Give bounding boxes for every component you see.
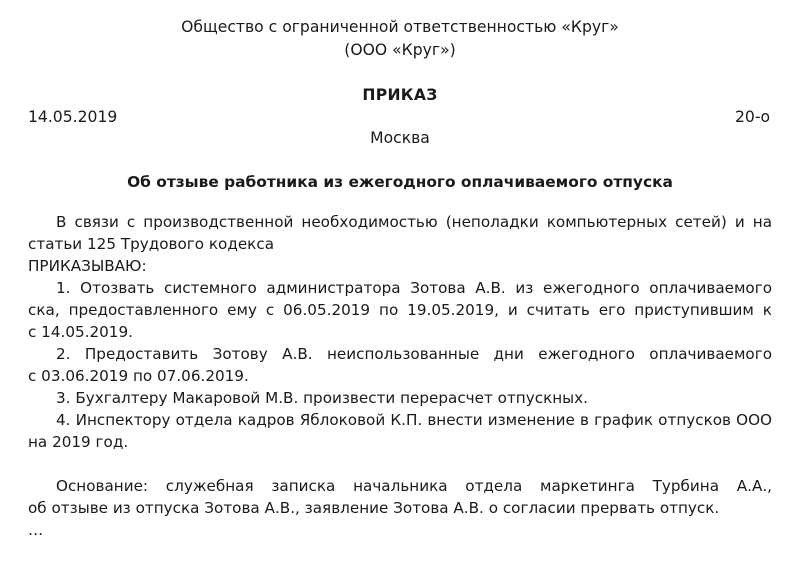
order-item-1 <box>28 277 772 343</box>
order-item-line: 2. Предоставить Зотову А.В. неиспользованные дни ежегодного оплачиваемого <box>56 345 772 363</box>
document-type: ПРИКАЗ <box>362 86 438 104</box>
order-item-line: с 14.05.2019. <box>28 323 133 341</box>
document-date: 14.05.2019 <box>28 108 118 126</box>
organization-short-name: (ООО «Круг») <box>344 41 456 59</box>
preamble <box>28 211 772 277</box>
order-item-line: 3. Бухгалтеру Макаровой М.В. произвести перерасчет отпускных. <box>56 389 588 407</box>
preamble-line: статьи 125 Трудового кодекса <box>28 235 274 253</box>
continuation-ellipsis: … <box>28 521 44 539</box>
document-city: Москва <box>370 129 430 147</box>
order-item-line: 4. Инспектору отдела кадров Яблоковой К.П. внести изменение в график отпусков ООО <box>56 411 772 429</box>
order-item-2 <box>28 343 772 387</box>
order-word: ПРИКАЗЫВАЮ: <box>28 257 147 275</box>
document-title: Об отзыве работника из ежегодного оплачиваемого отпуска <box>127 173 673 191</box>
order-item-line: ска, предоставленного ему с 06.05.2019 по 19.05.2019, и считать его приступившим к <box>28 301 772 319</box>
document-number: 20-о <box>734 108 770 126</box>
order-item-line: 1. Отозвать системного администратора Зотова А.В. из ежегодного оплачиваемого <box>56 279 772 297</box>
order-item-line: с 03.06.2019 по 07.06.2019. <box>28 367 249 385</box>
basis-line: Основание: служебная записка начальника отдела маркетинга Турбина А.А., <box>56 477 772 495</box>
organization-name: Общество с ограниченной ответственностью «Круг» <box>181 18 619 36</box>
order-item-line: на 2019 год. <box>28 433 129 451</box>
basis <box>28 475 772 519</box>
order-item-4 <box>28 409 772 453</box>
basis-line: об отзыве из отпуска Зотова А.В., заявление Зотова А.В. о согласии прервать отпуск. <box>28 499 720 517</box>
preamble-line: В связи с производственной необходимостью (неполадки компьютерных сетей) и на <box>56 213 772 231</box>
order-item-3 <box>28 387 772 409</box>
